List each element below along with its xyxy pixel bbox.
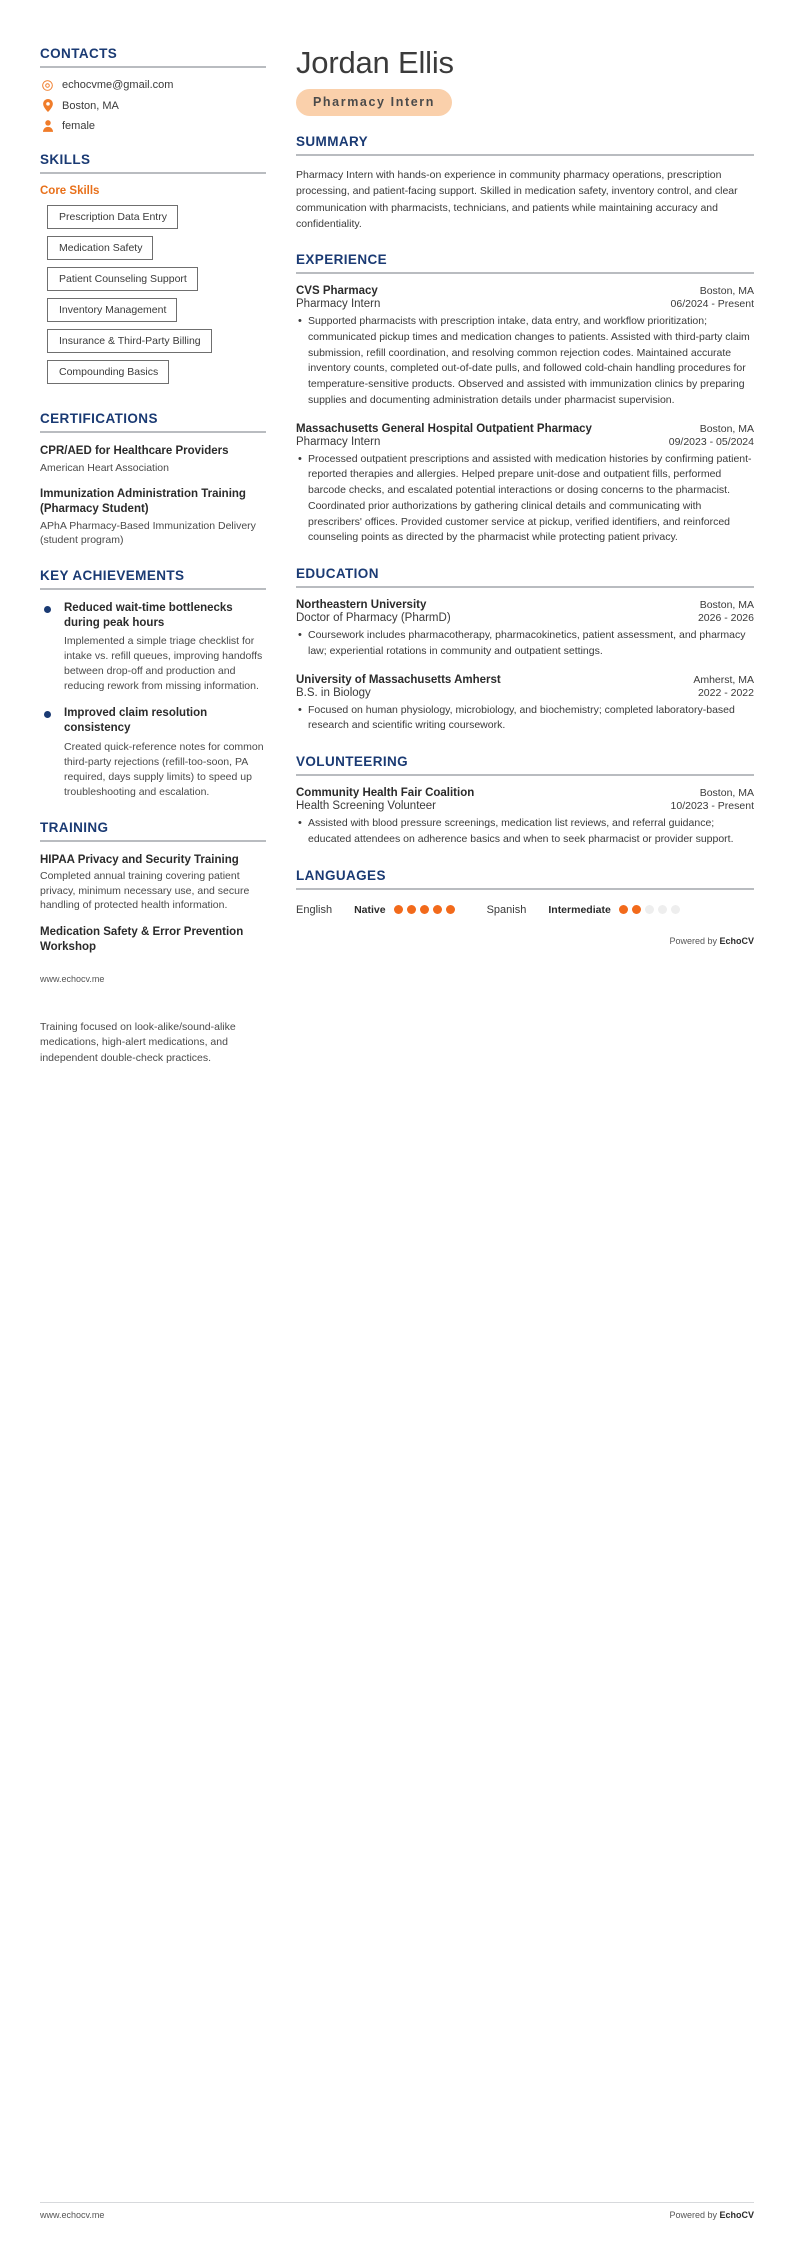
certification-item [40, 487, 266, 547]
language-rating-dots [394, 905, 459, 914]
certification-issuer: APhA Pharmacy-Based Immunization Delivery (student program) [40, 519, 256, 547]
section-divider [40, 172, 266, 174]
footer-url[interactable]: www.echocv.me [40, 974, 105, 985]
education-dates: 2022 - 2022 [697, 686, 754, 699]
section-divider [40, 431, 266, 433]
languages-row [296, 904, 754, 916]
language-name: English [296, 903, 333, 916]
section-divider [40, 66, 266, 68]
skills-heading: SKILLS [40, 152, 91, 167]
experience-dates: 09/2023 - 05/2024 [668, 435, 754, 448]
education-org: University of Massachusetts Amherst [296, 673, 501, 686]
section-divider [296, 888, 754, 890]
skill-chip[interactable]: Inventory Management [47, 298, 177, 322]
education-dates: 2026 - 2026 [697, 612, 754, 625]
training-name: Medication Safety & Error Prevention Workshop [40, 925, 244, 953]
experience-bullet: • Processed outpatient prescriptions and assisted with medication histories by confirming patient-reported therapies and allergies. Helped prepare unit-dose and outpatient fills, performed barcode checks, and escalated potential interactions or dosing concerns to the pharmacist. Coordinated prior authorizations by gathering clinical details and communicating with prescribers' offices. Provided customer service at pickup, verified identifiers, and reinforced counseling points as directed by the pharmacist while protecting patient privacy. [296, 452, 754, 547]
education-location: Amherst, MA [693, 673, 754, 686]
languages-heading: LANGUAGES [296, 867, 386, 883]
volunteering-role: Health Screening Volunteer [296, 800, 437, 813]
language-level: Native [354, 903, 386, 916]
volunteering-dates: 10/2023 - Present [670, 800, 754, 813]
experience-location: Boston, MA [699, 422, 754, 435]
certification-name: CPR/AED for Healthcare Providers [40, 445, 229, 457]
section-divider [296, 154, 754, 156]
footer-url[interactable]: www.echocv.me [40, 2210, 105, 2220]
volunteering-bullet: • Assisted with blood pressure screenings, medication list reviews, and referral guidance; educated attendees on adherence basics and when to seek pharmacist or provider support. [296, 816, 754, 848]
section-divider [296, 586, 754, 588]
powered-by-label: Powered by EchoCV [669, 935, 754, 946]
training-item [40, 925, 266, 954]
mid-footer-left [40, 974, 266, 984]
person-icon [40, 120, 55, 132]
powered-by-label: Powered by EchoCV [669, 2210, 754, 2220]
experience-role: Pharmacy Intern [296, 435, 381, 448]
experience-item [296, 285, 754, 409]
skill-chip[interactable]: Patient Counseling Support [47, 267, 198, 291]
education-degree: Doctor of Pharmacy (PharmD) [296, 612, 451, 625]
education-section [296, 566, 754, 734]
training-description: Completed annual training covering patient privacy, minimum necessary use, and secure handling of protected health information. [40, 870, 250, 912]
contact-item-email[interactable] [40, 79, 266, 91]
skill-chip[interactable]: Insurance & Third-Party Billing [47, 329, 212, 353]
section-divider [296, 774, 754, 776]
experience-bullets [296, 452, 754, 547]
language-level: Intermediate [548, 903, 611, 916]
education-bullets [296, 628, 754, 660]
language-name: Spanish [486, 903, 527, 916]
volunteering-org: Community Health Fair Coalition [296, 787, 475, 800]
experience-bullet: • Supported pharmacists with prescription intake, data entry, and workflow prioritization; communicated pickup times and medication changes to patients. Assisted with third-party claim submission, refill coordination, and resolving common rejection codes. Maintained accurate inventory counts, completed out-of-date pulls, and followed cold-chain handling procedures for temperature-sensitive products. Observed and assisted with immunization clinics by preparing supplies and documenting administration details under pharmacist supervision. [296, 314, 754, 409]
education-bullet: • Coursework includes pharmacotherapy, pharmacokinetics, patient assessment, and pharmacy law; experiential rotations in community and outpatient settings. [296, 628, 754, 660]
page-title: Jordan Ellis [296, 45, 454, 80]
training-heading: TRAINING [40, 819, 109, 835]
contact-gender-text: female [62, 120, 96, 132]
bullet-dot-icon [44, 601, 58, 695]
achievements-heading: KEY ACHIEVEMENTS [40, 567, 185, 583]
education-item [296, 599, 754, 660]
contacts-heading: CONTACTS [40, 46, 118, 61]
training-tail-note: Training focused on look-alike/sound-alike medications, high-alert medications, and independent double-check practices. [40, 1021, 236, 1064]
training-section [40, 820, 266, 955]
education-item [296, 674, 754, 735]
achievement-title: Reduced wait-time bottlenecks during peak hours [64, 601, 233, 629]
summary-section [296, 134, 754, 232]
training-name: HIPAA Privacy and Security Training [40, 853, 239, 866]
contact-email-text: echocvme@gmail.com [62, 79, 174, 91]
volunteering-section [296, 754, 754, 848]
mid-footer-right [296, 936, 754, 946]
education-bullets [296, 703, 754, 735]
education-org: Northeastern University [296, 599, 427, 612]
certification-item [40, 444, 266, 475]
skill-chip[interactable]: Prescription Data Entry [47, 205, 178, 229]
footer-url-row [40, 974, 266, 984]
skills-section [40, 152, 266, 391]
contact-item-location[interactable] [40, 99, 266, 112]
experience-org: CVS Pharmacy [296, 285, 378, 298]
location-pin-icon [40, 99, 55, 112]
volunteering-bullets [296, 816, 754, 848]
certifications-heading: CERTIFICATIONS [40, 411, 158, 426]
experience-section [296, 252, 754, 546]
experience-dates: 06/2024 - Present [670, 298, 754, 311]
summary-text: Pharmacy Intern with hands-on experience in community pharmacy operations, prescription processing, and patient-facing support. Skilled in medication safety, inventory control, and clear communication with pharmacists, technicians, and patients while maintaining accuracy and confidentiality. [296, 169, 738, 230]
certification-issuer: American Heart Association [40, 461, 169, 474]
contacts-section [40, 46, 266, 132]
experience-heading: EXPERIENCE [296, 252, 388, 268]
brand-name: EchoCV [719, 935, 754, 946]
achievement-description: Implemented a simple triage checklist for intake vs. refill queues, improving handoffs between drop-off and production and reducing rework from missing information. [64, 635, 263, 693]
volunteering-location: Boston, MA [699, 787, 754, 800]
experience-role: Pharmacy Intern [296, 298, 381, 311]
achievement-item [40, 601, 266, 695]
experience-bullets [296, 314, 754, 409]
summary-heading: SUMMARY [296, 134, 369, 150]
section-divider [296, 272, 754, 274]
bullet-dot-icon [44, 706, 58, 800]
experience-org: Massachusetts General Hospital Outpatient Pharmacy [296, 422, 592, 435]
training-item [40, 853, 266, 913]
experience-location: Boston, MA [699, 285, 754, 298]
language-rating-dots [619, 905, 684, 914]
achievement-title: Improved claim resolution consistency [64, 707, 208, 735]
education-degree: B.S. in Biology [296, 686, 371, 699]
education-location: Boston, MA [699, 599, 754, 612]
skills-chip-list [40, 205, 266, 391]
skills-group-label: Core Skills [40, 185, 100, 197]
skill-chip[interactable]: Medication Safety [47, 236, 153, 260]
certifications-section [40, 411, 266, 548]
role-badge: Pharmacy Intern [296, 89, 452, 116]
page-footer [40, 2202, 754, 2220]
main-content [292, 46, 754, 946]
achievements-section [40, 568, 266, 800]
two-column-layout [40, 46, 754, 1066]
education-heading: EDUCATION [296, 566, 379, 582]
volunteering-item [296, 787, 754, 848]
contact-item-gender[interactable] [40, 120, 266, 132]
contact-location-text: Boston, MA [62, 99, 119, 112]
section-divider [40, 588, 266, 590]
brand-name: EchoCV [719, 2210, 754, 2220]
education-bullet: • Focused on human physiology, microbiology, and biochemistry; completed laboratory-based research and scientific writing coursework. [296, 703, 754, 735]
certification-name: Immunization Administration Training (Pharmacy Student) [40, 488, 246, 515]
section-divider [40, 840, 266, 842]
email-icon [40, 80, 55, 91]
languages-section [296, 868, 754, 916]
volunteering-heading: VOLUNTEERING [296, 754, 409, 770]
sidebar [40, 46, 292, 1066]
achievement-item [40, 706, 266, 800]
achievement-description: Created quick-reference notes for common third-party rejections (refill-too-soon, PA required, days supply limits) to speed up troubleshooting and escalation. [64, 740, 264, 798]
experience-item [296, 423, 754, 547]
skill-chip[interactable]: Compounding Basics [47, 360, 169, 384]
